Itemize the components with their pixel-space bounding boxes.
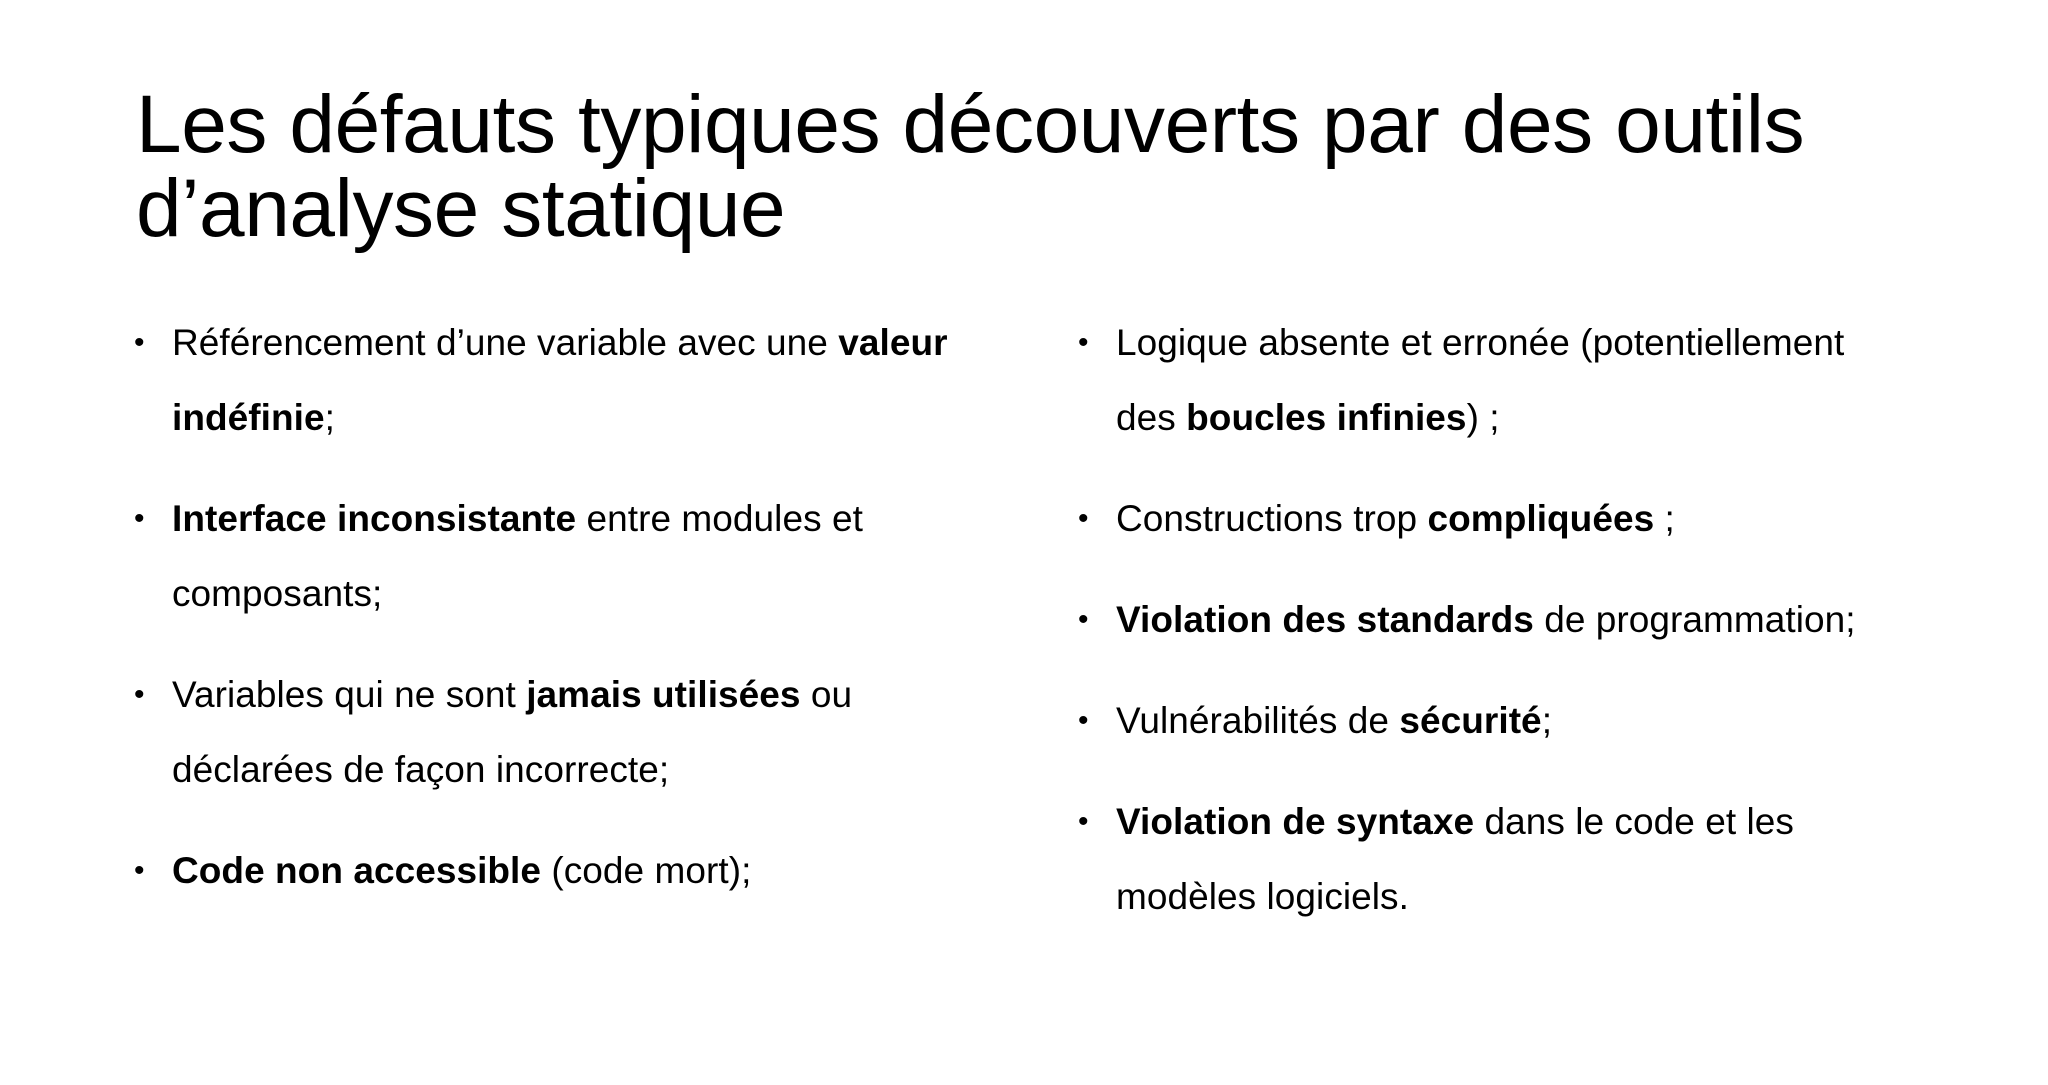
list-item-label: Violation des standards de programmation; (1116, 599, 1856, 640)
bullet-list-left (128, 305, 990, 908)
list-item-label: Vulnérabilités de sécurité; (1116, 700, 1553, 741)
bullet-dot-icon: • (1078, 326, 1089, 359)
bullet-list-right (1072, 305, 1908, 934)
content-columns (0, 305, 2048, 934)
list-item-label: Logique absente et erronée (potentiellement des boucles infinies) ; (1116, 322, 1845, 438)
list-item (1072, 481, 1908, 556)
bullet-dot-icon: • (134, 854, 145, 887)
list-item-label: Violation de syntaxe dans le code et les modèles logiciels. (1116, 801, 1794, 917)
list-item (1072, 784, 1908, 934)
list-item (1072, 683, 1908, 758)
bullet-dot-icon: • (1078, 502, 1089, 535)
bullet-dot-icon: • (1078, 603, 1089, 636)
list-item (1072, 305, 1908, 455)
list-item (128, 481, 990, 631)
bullet-dot-icon: • (134, 678, 145, 711)
list-item-label: Interface inconsistante entre modules et composants; (172, 498, 863, 614)
list-item-label: Référencement d’une variable avec une valeur indéfinie; (172, 322, 948, 438)
list-item-label: Constructions trop compliquées ; (1116, 498, 1675, 539)
bullet-dot-icon: • (1078, 805, 1089, 838)
bullet-dot-icon: • (134, 502, 145, 535)
bullet-column-left (0, 305, 1020, 908)
list-item (1072, 582, 1908, 657)
list-item-label: Variables qui ne sont jamais utilisées ou déclarées de façon incorrecte; (172, 674, 853, 790)
list-item-label: Code non accessible (code mort); (172, 850, 752, 891)
list-item (128, 305, 990, 455)
list-item (128, 833, 990, 908)
bullet-dot-icon: • (134, 326, 145, 359)
page-title: Les défauts typiques découverts par des outils d’analyse statique (136, 78, 1827, 254)
bullet-column-right (1020, 305, 2048, 934)
bullet-dot-icon: • (1078, 704, 1089, 737)
list-item (128, 657, 990, 807)
